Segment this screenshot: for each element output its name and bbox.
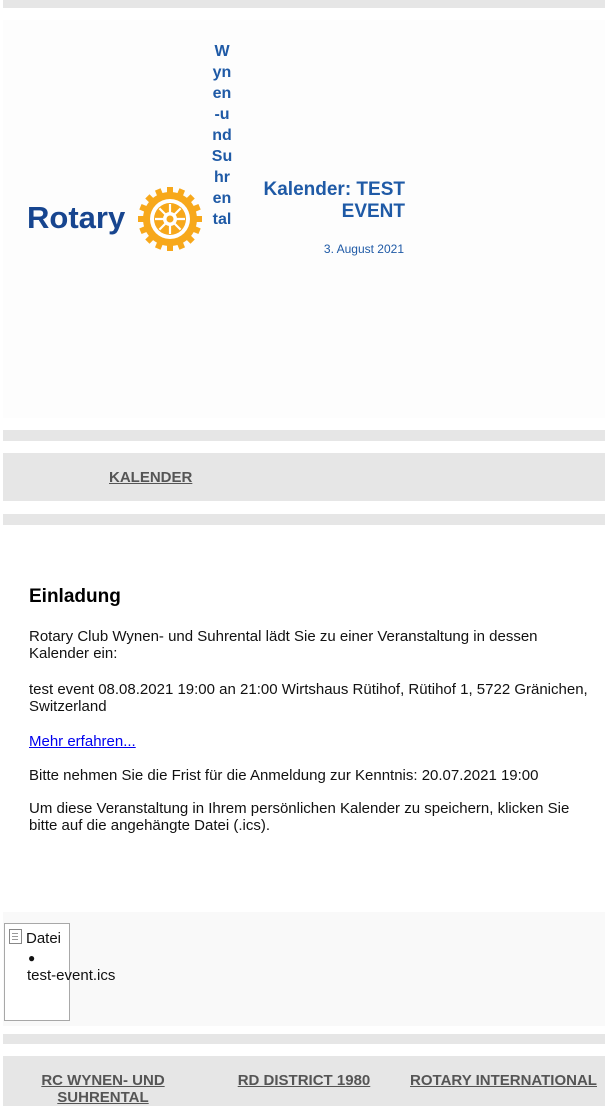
attachment-file-name[interactable]: test-event.ics bbox=[27, 967, 116, 984]
more-info-link[interactable]: Mehr erfahren... bbox=[29, 733, 136, 750]
ics-note-text: Um diese Veranstaltung in Ihrem persönlichen Kalender zu speichern, klicken Sie bitte auf die angehängte Datei (.ics). bbox=[29, 800, 570, 834]
list-bullet: ● bbox=[28, 951, 36, 965]
content-heading: Einladung bbox=[29, 586, 121, 607]
attachment-label-row bbox=[9, 929, 61, 947]
club-name-vertical: Wynen-undSuhrental bbox=[211, 43, 233, 228]
nav-bar bbox=[3, 453, 605, 501]
attachment-label: Datei bbox=[26, 930, 62, 947]
divider-band bbox=[3, 430, 605, 441]
more-info-paragraph bbox=[29, 733, 589, 750]
attachment-box[interactable] bbox=[4, 923, 116, 1021]
event-details-text: test event 08.08.2021 19:00 an 21:00 Wirtshaus Rütihof, Rütihof 1, 5722 Gränichen, Switzerland bbox=[29, 681, 588, 715]
nav-link-kalender[interactable]: KALENDER bbox=[109, 469, 193, 486]
divider-band bbox=[3, 514, 605, 525]
rotary-logo-text: Rotary bbox=[27, 200, 126, 235]
event-date: 3. August 2021 bbox=[323, 242, 404, 256]
footer-link-club[interactable]: RC WYNEN- UND SUHRENTAL bbox=[41, 1072, 165, 1106]
rotary-wheel-icon bbox=[137, 186, 203, 252]
invitation-text: Rotary Club Wynen- und Suhrental lädt Sie zu einer Veranstaltung in dessen Kalender ein: bbox=[29, 628, 538, 662]
footer-link-rotary-international[interactable]: ROTARY INTERNATIONAL bbox=[410, 1072, 597, 1089]
footer-link-district[interactable]: RD DISTRICT 1980 bbox=[237, 1072, 371, 1089]
deadline-text: Bitte nehmen Sie die Frist für die Anmeldung zur Kenntnis: 20.07.2021 19:00 bbox=[29, 767, 539, 784]
divider-band bbox=[3, 1034, 605, 1044]
top-divider bbox=[3, 0, 605, 8]
broken-image-icon bbox=[9, 929, 22, 944]
page-title: Kalender: TEST EVENT bbox=[263, 179, 405, 222]
